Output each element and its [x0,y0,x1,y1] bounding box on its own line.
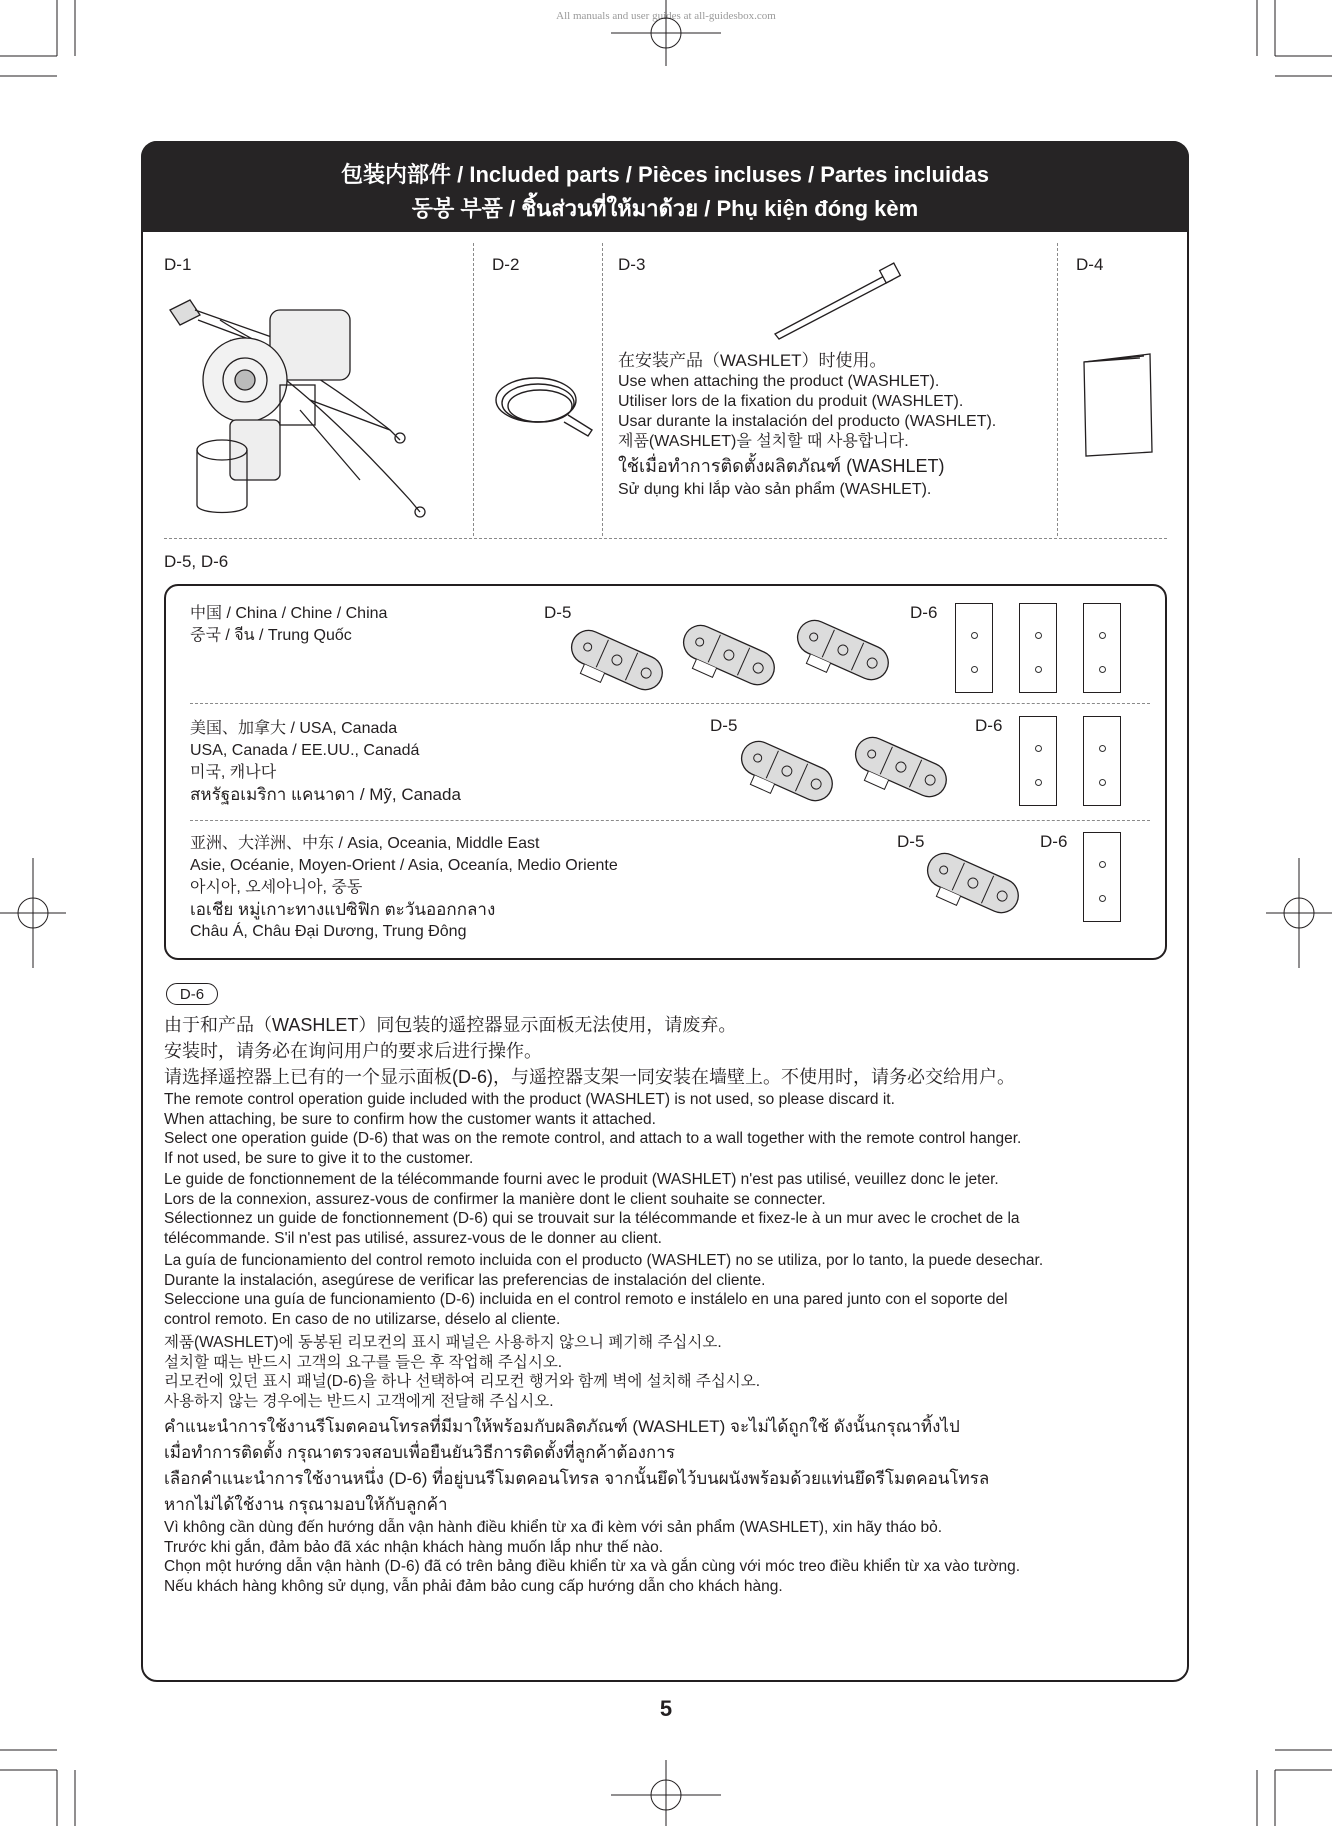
d6-guide-card [1083,716,1121,806]
note-line: 请选择遥控器上已有的一个显示面板(D-6)，与遥控器支架一同安装在墙壁上。不使用时，请务必交给用户。 [164,1067,1015,1087]
usage-th: ใช้เมื่อทำการติดตั้งผลิตภัณฑ์ (WASHLET) [618,456,945,476]
region-line: Châu Á, Châu Đại Dương, Trung Đông [190,923,467,940]
note-line: Seleccione una guía de funcionamiento (D-6) incluida en el control remoto e instálelo en una pared junto con el soporte del [164,1291,1008,1308]
note-line: เมื่อทำการติดตั้ง กรุณาตรวจสอบเพื่อยืนยันวิธีการติดตั้งที่ลูกค้าต้องการ [164,1443,675,1462]
region-line: 美国、加拿大 / USA, Canada [190,720,398,737]
part-label-d4: D-4 [1076,255,1104,274]
d6-guide-card [1083,603,1121,693]
d5-plate [788,615,894,694]
note-line: 제품(WASHLET)에 동봉된 리모컨의 표시 패널은 사용하지 않으니 폐기해 주십시오. [164,1334,722,1351]
note-line: The remote control operation guide included with the product (WASHLET) is not used, so please discard it. [164,1091,895,1108]
part-label-d5-d6: D-5, D-6 [164,552,229,571]
region-usa-d5-label: D-5 [710,716,738,735]
note-line: 由于和产品（WASHLET）同包装的遥控器显示面板无法使用，请废弃。 [164,1015,737,1035]
part-label-d3: D-3 [618,255,646,274]
note-line: Nếu khách hàng không sử dụng, vẫn phải đảm bảo cung cấp hướng dẫn cho khách hàng. [164,1577,783,1595]
region-line: Asie, Océanie, Moyen-Orient / Asia, Oceanía, Medio Oriente [190,857,618,874]
region-line: 중국 / จีน / Trung Quốc [190,627,352,644]
d5-plate [732,736,838,815]
usage-en: Use when attaching the product (WASHLET). [618,373,940,390]
note-line: คำแนะนำการใช้งานรีโมตคอนโทรลที่มีมาให้พร้อมกับผลิตภัณฑ์ (WASHLET) จะไม่ได้ถูกใช้ ดังนั้นกรุณาทิ้งไป [164,1417,960,1436]
usage-zh: 在安装产品（WASHLET）时使用。 [618,351,887,370]
page-number: 5 [659,1696,673,1721]
region-line: เอเชีย หมู่เกาะทางแปซิฟิก ตะวันออกกลาง [190,900,496,919]
region-line: 中国 / China / Chine / China [190,605,388,622]
note-line: 사용하지 않는 경우에는 반드시 고객에게 전달해 주십시오. [164,1392,554,1410]
region-line: สหรัฐอเมริกา แคนาดา / Mỹ, Canada [190,785,461,804]
d5-plate [846,732,952,811]
note-line: 安装时，请务必在询问用户的要求后进行操作。 [164,1041,542,1061]
note-line: 리모컨에 있던 표시 패널(D-6)을 하나 선택하여 리모컨 행거와 함께 벽에 설치해 주십시오. [164,1373,761,1390]
d6-note-fr [164,1170,1164,1248]
note-line: When attaching, be sure to confirm how the customer wants it attached. [164,1110,656,1128]
note-line: Trước khi gắn, đảm bảo đã xác nhận khách hàng muốn lắp như thế nào. [164,1538,664,1556]
region-china-d5-label: D-5 [544,603,572,622]
region-line: 亚洲、大洋洲、中东 / Asia, Oceania, Middle East [190,835,540,852]
note-line: Sélectionnez un guide de fonctionnement (D-6) qui se trouvait sur la télécommande et fixez-le à un mur avec le crochet de la [164,1210,1020,1227]
region-usa-d6-label: D-6 [975,716,1003,735]
note-line: เลือกคำแนะนำการใช้งานหนึ่ง (D-6) ที่อยู่บนรีโมตคอนโทรล จากนั้นยึดไว้บนผนังพร้อมด้วยแท่นยึดรีโมตคอนโทรล [164,1469,990,1488]
d6-note-badge: D-6 [166,983,218,1005]
region-asia-d6-label: D-6 [1040,832,1068,851]
d6-note-ko [164,1333,1164,1411]
d6-note-th [164,1414,1164,1518]
region-china-d6-label: D-6 [910,603,938,622]
note-line: La guía de funcionamiento del control remoto incluida con el producto (WASHLET) no se utiliza, por lo tanto, la puede desechar. [164,1252,1044,1269]
note-line: Lors de la connexion, assurez-vous de confirmer la manière dont le client souhaite se connecter. [164,1190,826,1208]
region-line: USA, Canada / EE.UU., Canadá [190,742,420,759]
usage-ko: 제품(WASHLET)을 설치할 때 사용합니다. [618,433,909,450]
note-line: 설치할 때는 반드시 고객의 요구를 들은 후 작업해 주십시오. [164,1353,563,1371]
usage-fr: Utiliser lors de la fixation du produit (WASHLET). [618,393,964,410]
d6-guide-card [1083,832,1121,922]
region-asia-d5-label: D-5 [897,832,925,851]
usage-es: Usar durante la instalación del producto (WASHLET). [618,413,997,430]
d6-note-vi [164,1518,1164,1596]
note-line: Select one operation guide (D-6) that was on the remote control, and attach to a wall together with the remote control hanger. [164,1130,1022,1147]
note-line: หากไม่ได้ใช้งาน กรุณามอบให้กับลูกค้า [164,1495,448,1514]
note-line: Durante la instalación, asegúrese de verificar las preferencias de instalación del cliente. [164,1271,766,1289]
note-line: télécommande. S'il n'est pas utilisé, assurez-vous de le donner au client. [164,1229,662,1247]
d6-note-es [164,1251,1164,1329]
d6-guide-card [955,603,993,693]
region-line: 아시아, 오세아니아, 중동 [190,879,363,896]
header-title-line2: 동봉 부품 / ชิ้นส่วนที่ให้มาด้วย / Phụ kiện đóng kèm [411,196,919,221]
d6-note-en [164,1090,1164,1168]
watermark: All manuals and user guides at all-guidesbox.com [556,10,776,22]
note-line: control remoto. En caso de no utilizarse, déselo al cliente. [164,1310,561,1328]
header-title-line1: 包装内部件 / Included parts / Pièces incluses / Partes incluidas [341,162,989,187]
note-line: Le guide de fonctionnement de la télécommande fourni avec le produit (WASHLET) n'est pas utilisé, veuillez donc le jeter. [164,1171,999,1188]
note-line: Chọn một hướng dẫn vận hành (D-6) đã có trên bảng điều khiển từ xa và gắn cùng với móc treo điều khiển từ xa vào tường. [164,1558,1021,1575]
d6-guide-card [1019,603,1057,693]
part-label-d2: D-2 [492,255,520,274]
usage-vi: Sử dụng khi lắp vào sản phẩm (WASHLET). [618,481,932,498]
note-line: Vì không cần dùng đến hướng dẫn vận hành điều khiển từ xa đi kèm với sản phẩm (WASHLET), xin hãy tháo bỏ. [164,1519,943,1536]
part-label-d1: D-1 [164,255,192,274]
note-line: If not used, be sure to give it to the customer. [164,1149,474,1167]
d6-note-zh [164,1012,1164,1090]
region-line: 미국, 캐나다 [190,764,277,781]
d5-plate [918,848,1024,927]
d6-guide-card [1019,716,1057,806]
d5-plate [674,620,780,699]
d5-plate [562,625,668,704]
